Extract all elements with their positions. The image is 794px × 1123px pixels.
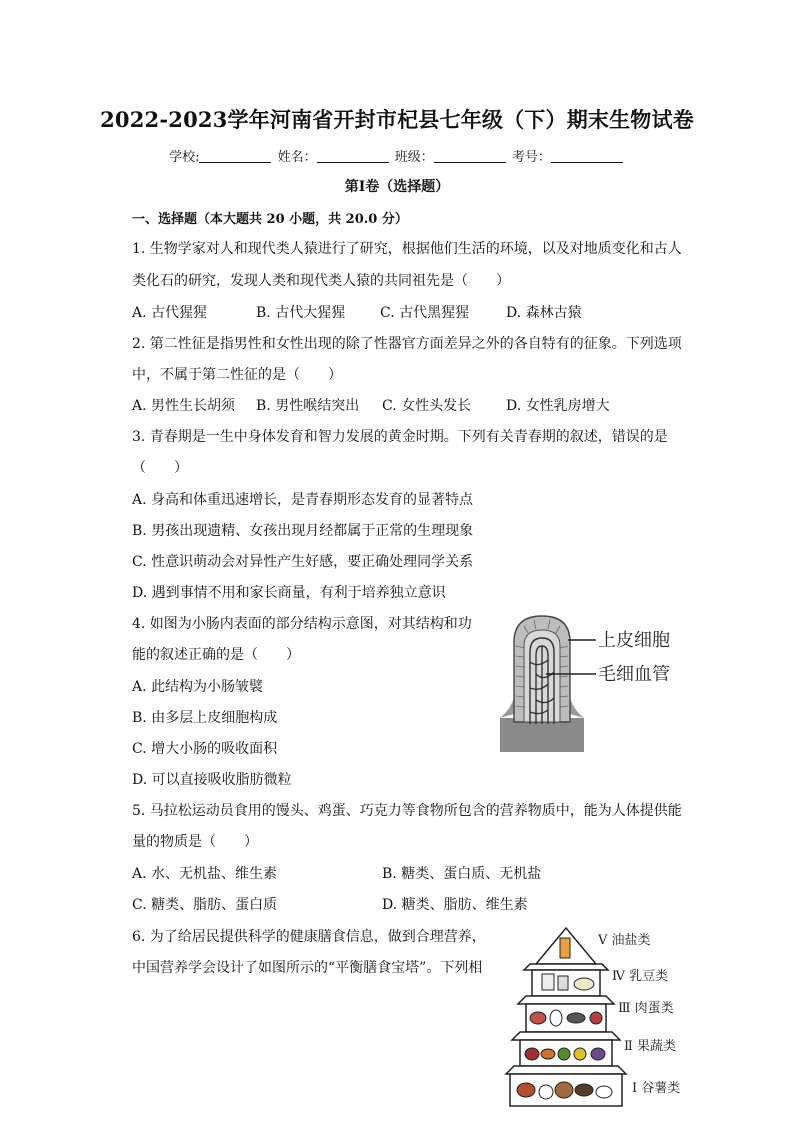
q1-option-b[interactable]: B. 古代大猩猩 bbox=[256, 305, 346, 321]
q1-stem-line1: 1. 生物学家对人和现代类人猿进行了研究，根据他们生活的环境，以及对地质变化和古人 bbox=[132, 241, 682, 257]
villus-figure bbox=[500, 612, 700, 754]
bread-icon bbox=[555, 1082, 573, 1098]
q5-option-b[interactable]: B. 糖类、蛋白质、无机盐 bbox=[382, 866, 542, 882]
student-info-row bbox=[0, 146, 794, 165]
food-pagoda-diagram bbox=[498, 924, 698, 1108]
label-capillary: 毛细血管 bbox=[598, 664, 670, 685]
label-epithelial-cell: 上皮细胞 bbox=[598, 630, 670, 651]
name-blank[interactable] bbox=[317, 149, 389, 163]
q4-option-b[interactable]: B. 由多层上皮细胞构成 bbox=[132, 710, 278, 726]
exam-title: 2022-2023学年河南省开封市杞县七年级（下）期末生物试卷 bbox=[100, 107, 694, 132]
oil-bottle-icon bbox=[560, 938, 570, 958]
grapes-icon bbox=[591, 1048, 605, 1060]
section-heading: 第I卷（选择题） bbox=[344, 179, 450, 195]
q1-option-d[interactable]: D. 森林古猿 bbox=[506, 305, 582, 321]
part-heading: 一、选择题（本大题共 20 小题，共 20.0 分） bbox=[132, 212, 408, 227]
q3-option-a[interactable]: A. 身高和体重迅速增长，是青春期形态发育的显著特点 bbox=[132, 492, 474, 508]
school-label: 学校: bbox=[169, 150, 200, 165]
q5-stem-line2: 量的物质是（ ） bbox=[132, 834, 258, 850]
q4-stem-line1: 4. 如图为小肠内表面的部分结构示意图，对其结构和功 bbox=[132, 616, 472, 632]
vegetable-icon bbox=[558, 1048, 570, 1060]
class-blank[interactable] bbox=[434, 149, 506, 163]
pagoda-level-2: Ⅱ 果蔬类 bbox=[624, 1039, 676, 1054]
q4-option-c[interactable]: C. 增大小肠的吸收面积 bbox=[132, 741, 278, 757]
q4-option-a[interactable]: A. 此结构为小肠皱襞 bbox=[132, 679, 264, 695]
tomato-icon bbox=[525, 1048, 539, 1060]
milk-carton-icon bbox=[542, 974, 554, 990]
school-blank[interactable] bbox=[199, 149, 271, 163]
q2-option-a[interactable]: A. 男性生长胡须 bbox=[132, 398, 236, 414]
q2-option-b[interactable]: B. 男性喉结突出 bbox=[256, 398, 360, 414]
q6-stem-line2: 中国营养学会设计了如图所示的“平衡膳食宝塔”。下列相 bbox=[132, 960, 483, 976]
q3-option-b[interactable]: B. 男孩出现遗精、女孩出现月经都属于正常的生理现象 bbox=[132, 523, 474, 539]
pagoda-level-1: Ⅰ 谷薯类 bbox=[632, 1081, 681, 1096]
q2-stem-line1: 2. 第二性征是指男性和女性出现的除了性器官方面差异之外的各自特有的征象。下列选项 bbox=[132, 336, 682, 352]
exam-no-blank[interactable] bbox=[551, 149, 623, 163]
fish-icon bbox=[567, 1013, 585, 1023]
carrot-icon bbox=[541, 1049, 555, 1059]
q5-option-c[interactable]: C. 糖类、脂肪、蛋白质 bbox=[132, 897, 278, 913]
food-pagoda-figure bbox=[498, 924, 698, 1108]
q3-stem-line1: 3. 青春期是一生中身体发育和智力发展的黄金时期。下列有关青春期的叙述，错误的是 bbox=[132, 429, 668, 445]
rice-bowl-icon bbox=[596, 1086, 612, 1098]
q6-stem-line1: 6. 为了给居民提供科学的健康膳食信息，做到合理营养， bbox=[132, 929, 486, 945]
q2-option-d[interactable]: D. 女性乳房增大 bbox=[506, 398, 610, 414]
class-label: 班级： bbox=[394, 150, 434, 165]
q1-option-c[interactable]: C. 古代黑猩猩 bbox=[380, 305, 470, 321]
pagoda-level-4: Ⅳ 乳豆类 bbox=[612, 969, 669, 984]
tofu-icon bbox=[574, 978, 594, 990]
meat-icon bbox=[530, 1012, 546, 1024]
q5-stem-line1: 5. 马拉松运动员食用的馒头、鸡蛋、巧克力等食物所包含的营养物质中，能为人体提供能 bbox=[132, 803, 682, 819]
q3-option-d[interactable]: D. 遇到事情不用和家长商量，有利于培养独立意识 bbox=[132, 585, 446, 601]
q1-option-a[interactable]: A. 古代猩猩 bbox=[132, 305, 208, 321]
pagoda-level-5: Ⅴ 油盐类 bbox=[598, 933, 651, 948]
sweet-potato-icon bbox=[517, 1083, 535, 1097]
villus-diagram bbox=[500, 612, 700, 754]
q5-option-d[interactable]: D. 糖类、脂肪、维生素 bbox=[382, 897, 528, 913]
fruit-icon bbox=[574, 1048, 586, 1060]
q2-option-c[interactable]: C. 女性头发长 bbox=[382, 398, 472, 414]
q4-option-d[interactable]: D. 可以直接吸收脂肪微粒 bbox=[132, 772, 292, 788]
q1-stem-line2: 类化石的研究，发现人类和现代类人猿的共同祖先是（ ） bbox=[132, 273, 510, 289]
pagoda-level-3: Ⅲ 肉蛋类 bbox=[618, 1001, 674, 1016]
q5-option-a[interactable]: A. 水、无机盐、维生素 bbox=[132, 866, 278, 882]
name-label: 姓名： bbox=[277, 150, 317, 165]
potato-icon bbox=[575, 1084, 593, 1096]
q3-stem-line2: （ ） bbox=[132, 460, 188, 476]
exam-no-label: 考号： bbox=[511, 150, 551, 165]
bun-icon bbox=[539, 1085, 553, 1099]
q2-stem-line2: 中，不属于第二性征的是（ ） bbox=[132, 367, 342, 383]
q3-option-c[interactable]: C. 性意识萌动会对异性产生好感，要正确处理同学关系 bbox=[132, 554, 474, 570]
q4-stem-line2: 能的叙述正确的是（ ） bbox=[132, 647, 300, 663]
egg-icon bbox=[550, 1010, 562, 1026]
